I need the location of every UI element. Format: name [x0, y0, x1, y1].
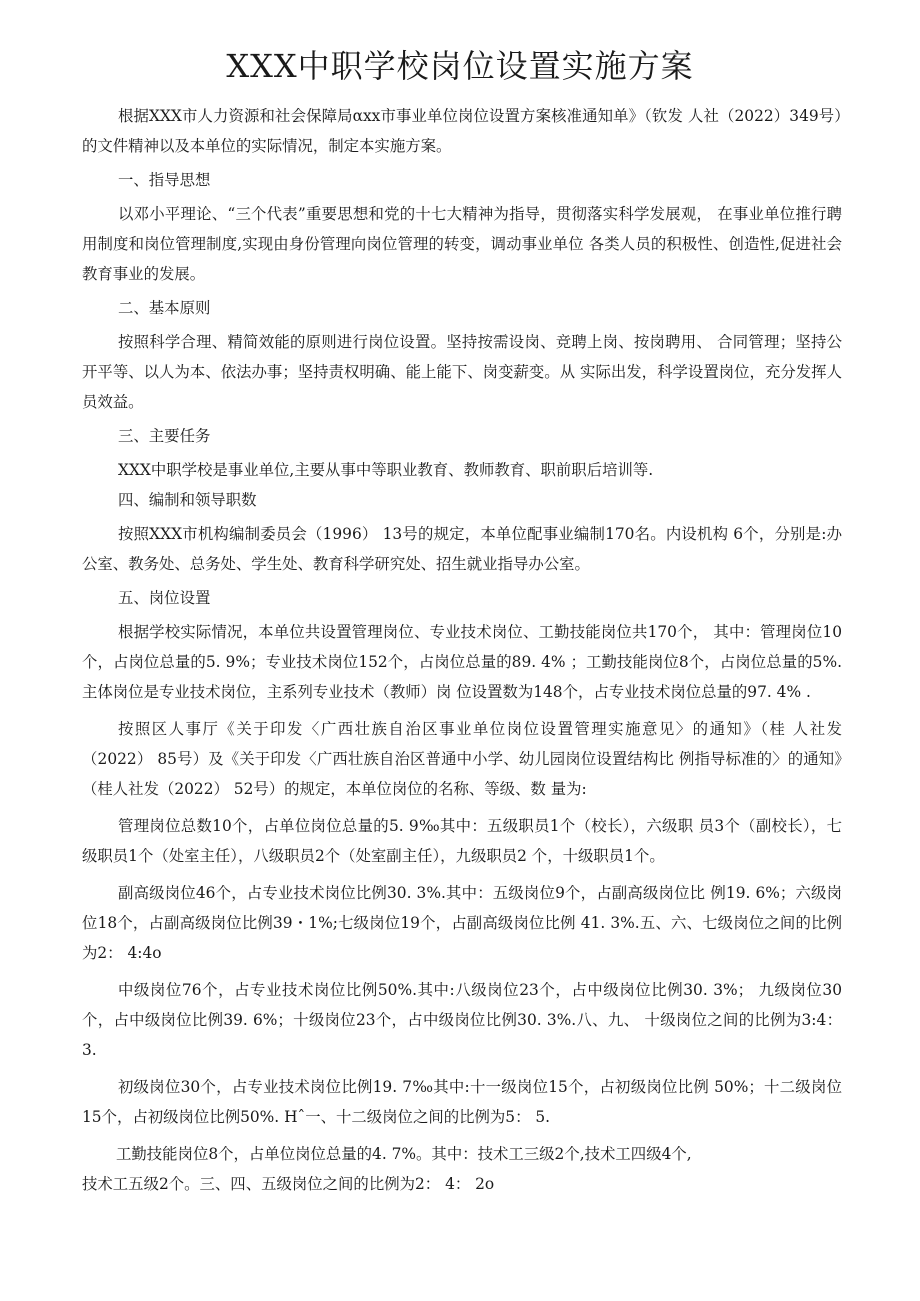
section-1-heading: 一、指导思想 — [118, 171, 211, 189]
section-4-heading: 四、编制和领导职数 — [118, 491, 257, 509]
section-5-paragraph-6: 初级岗位30个，占专业技术岗位比例19. 7‰其中:十一级岗位15个，占初级岗位比例 50%；十二级岗位15个，占初级岗位比例50%. Hˆ一、十二级岗位之间的比例为5： 5. — [82, 1078, 842, 1126]
section-4-text: 按照XXX市机构编制委员会（1996） 13号的规定，本单位配事业编制170名。内设机构 6个，分别是:办公室、教务处、总务处、学生处、教育科学研究处、招生就业指导办公室。 — [82, 525, 842, 573]
document-title: XXX中职学校岗位设置实施方案 — [226, 47, 694, 85]
section-5-paragraph-1: 根据学校实际情况，本单位共设置管理岗位、专业技术岗位、工勤技能岗位共170个， 其中：管理岗位10个，占岗位总量的5. 9%；专业技术岗位152个，占岗位总量的89. 4% ；工勤技能岗位8个，占岗位总量的5%.主体岗位是专业技术岗位，主系列专业技术（教师）岗 位设置数为148个，占专业技术岗位总量的97. 4% . — [82, 623, 842, 701]
section-2-text: 按照科学合理、精简效能的原则进行岗位设置。坚持按需设岗、竞聘上岗、按岗聘用、 合同管理；坚持公开平等、以人为本、依法办事；坚持责权明确、能上能下、岗变薪变。从 实际出发，科学设置岗位，充分发挥人员效益。 — [82, 333, 842, 411]
section-5-paragraph-2: 按照区人事厅《关于印发〈广西壮族自治区事业单位岗位设置管理实施意见〉的通知》（桂 人社发（2022） 85号）及《关于印发〈广西壮族自治区普通中小学、幼儿园岗位设置结构比 例指导标准的〉的通知》（桂人社发（2022） 52号）的规定，本单位岗位的名称、等级、数 量为: — [82, 720, 842, 798]
section-2-heading: 二、基本原则 — [118, 299, 211, 317]
document-body — [82, 101, 842, 1199]
section-5-paragraph-7-line-1: 工勤技能岗位8个，占单位岗位总量的4. 7%。其中：技术工三级2个,技术工四级4个, — [116, 1145, 692, 1163]
section-5-paragraph-5: 中级岗位76个，占专业技术岗位比例50%.其中:八级岗位23个，占中级岗位比例30. 3%； 九级岗位30个，占中级岗位比例39. 6%；十级岗位23个，占中级岗位比例30. 3%.八、九、 十级岗位之间的比例为3:4： 3. — [82, 981, 842, 1059]
section-5-heading: 五、岗位设置 — [118, 589, 211, 607]
section-5-paragraph-4: 副高级岗位46个，占专业技术岗位比例30. 3%.其中：五级岗位9个，占副高级岗位比 例19. 6%；六级岗位18个，占副高级岗位比例39・1%;七级岗位19个，占副高级岗位比例 41. 3%.五、六、七级岗位之间的比例为2： 4:4o — [82, 884, 842, 962]
intro-paragraph: 根据XXX市人力资源和社会保障局αxx市事业单位岗位设置方案核准通知单》（钦发 人社（2022）349号）的文件精神以及本单位的实际情况，制定本实施方案。 — [82, 107, 842, 155]
section-1-text: 以邓小平理论、“三个代表”重要思想和党的十七大精神为指导，贯彻落实科学发展观， 在事业单位推行聘用制度和岗位管理制度,实现由身份管理向岗位管理的转变，调动事业单位 各类人员的积极性、创造性,促进社会教育事业的发展。 — [82, 205, 842, 283]
section-5-paragraph-7-line-2: 技术工五级2个。三、四、五级岗位之间的比例为2： 4： 2o — [82, 1175, 495, 1193]
section-3-text: XXX中职学校是事业单位,主要从事中等职业教育、教师教育、职前职后培训等. — [118, 461, 654, 479]
section-3-heading: 三、主要任务 — [118, 427, 211, 445]
section-5-paragraph-3: 管理岗位总数10个，占单位岗位总量的5. 9‰其中：五级职员1个（校长），六级职 员3个（副校长），七级职员1个（处室主任），八级职员2个（处室副主任），九级职员2 个，十级职员1个。 — [82, 817, 842, 865]
